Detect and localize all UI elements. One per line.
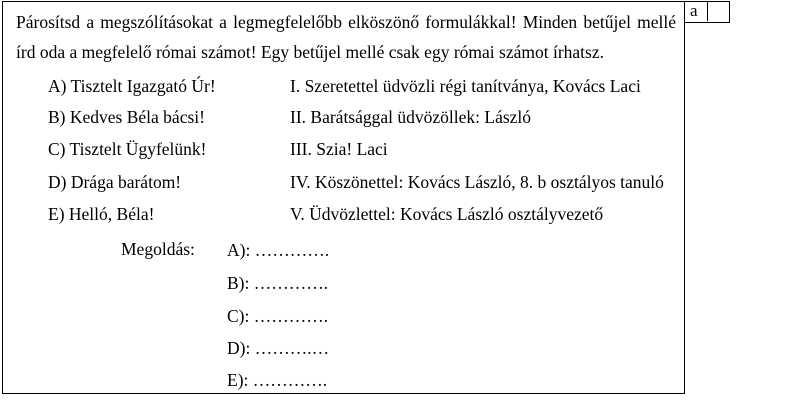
answer-field-d[interactable]: D): ……….…: [227, 338, 330, 358]
answer-field-b[interactable]: B): ………….: [227, 273, 329, 293]
score-box: [685, 1, 730, 23]
score-cell-points[interactable]: [707, 2, 729, 21]
closing-v: V. Üdvözlettel: Kovács László osztályvezető: [290, 204, 604, 224]
greeting-e: E) Helló, Béla!: [48, 204, 155, 224]
score-cell-label: a: [690, 1, 698, 20]
answer-field-c[interactable]: C): ………….: [227, 306, 329, 326]
closing-iv: IV. Köszönettel: Kovács László, 8. b osztályos tanuló: [290, 172, 664, 192]
answer-field-e[interactable]: E): ………….: [227, 370, 328, 390]
task-instruction: Párosítsd a megszólításokat a legmegfelelőbb elköszönő formulákkal! Minden betűjel mellé írd oda a megfelelő római számot! Egy betűjel mellé csak egy római számot írhatsz.: [16, 12, 676, 62]
closing-i: I. Szeretettel üdvözli régi tanítványa, Kovács Laci: [290, 76, 641, 96]
closing-iii: III. Szia! Laci: [290, 139, 388, 159]
answer-field-a[interactable]: A): ………….: [227, 240, 330, 260]
greeting-c: C) Tisztelt Ügyfelünk!: [48, 139, 207, 159]
closing-ii: II. Barátsággal üdvözöllek: László: [290, 107, 532, 127]
greeting-d: D) Drága barátom!: [48, 172, 182, 192]
solution-label: Megoldás:: [121, 239, 195, 259]
greeting-b: B) Kedves Béla bácsi!: [48, 107, 205, 127]
task-box: [2, 1, 685, 394]
greeting-a: A) Tisztelt Igazgató Úr!: [48, 76, 216, 96]
